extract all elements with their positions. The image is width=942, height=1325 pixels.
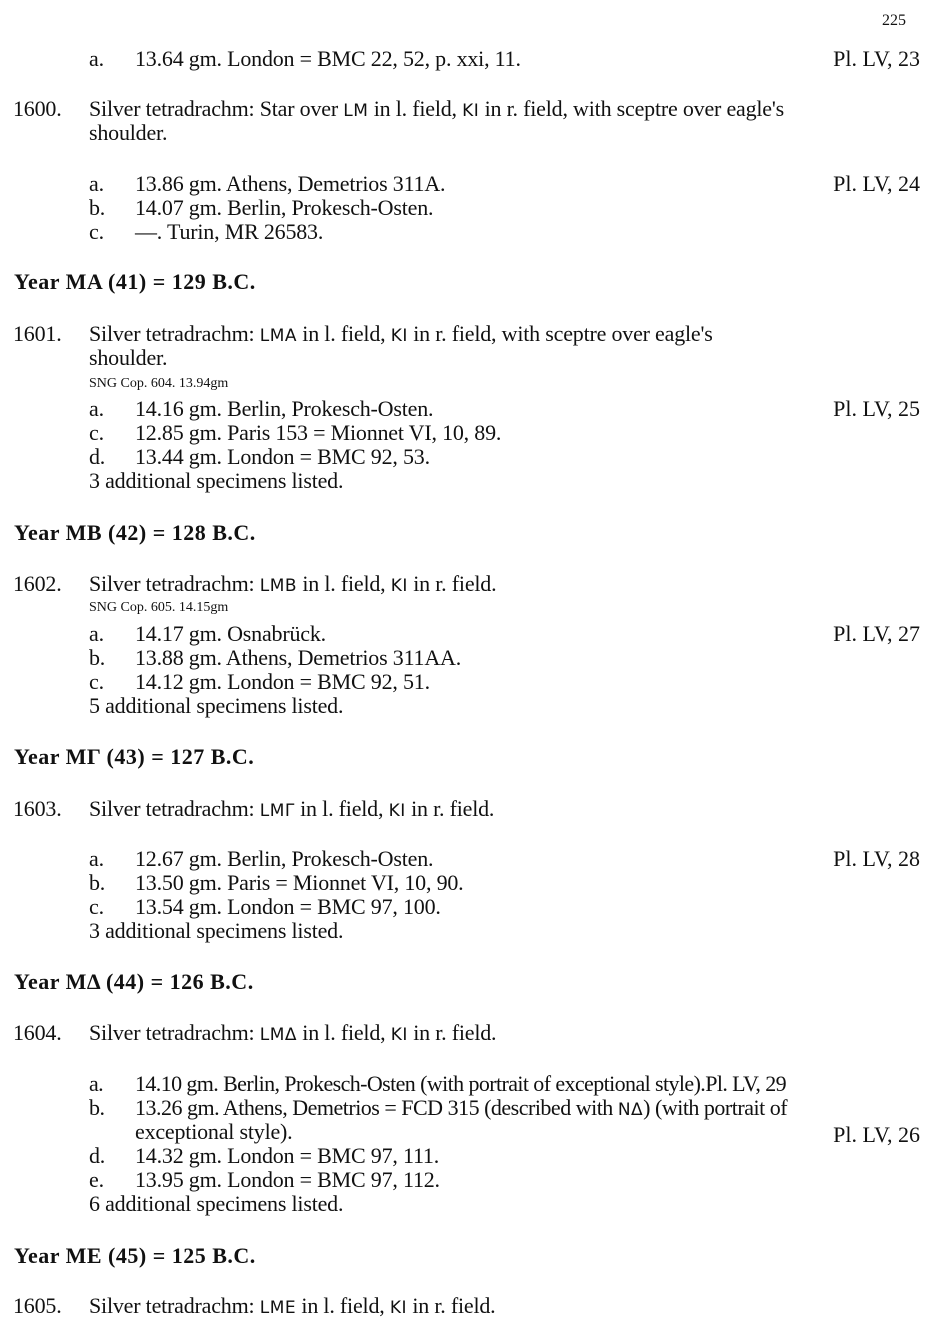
description-text: Silver tetradrachm: Star over LM in l. field, KI in r. field, with sceptre over eagle's [89, 96, 784, 121]
year-heading: Year ME (45) = 125 B.C. [14, 1243, 256, 1268]
year-heading: Year MB (42) = 128 B.C. [14, 520, 256, 545]
description-text: Silver tetradrachm: LME in l. field, KI in r. field. [89, 1293, 496, 1318]
specimen-text: 12.67 gm. Berlin, Prokesch-Osten. [135, 846, 434, 871]
specimen-label: b. [89, 195, 106, 220]
inscription-mark: LMΓ [259, 801, 295, 821]
specimen-label: c. [89, 420, 104, 445]
specimen-label: c. [89, 669, 104, 694]
description-text: Silver tetradrachm: LMB in l. field, KI in r. field. [89, 571, 497, 596]
entry-number: 1601. [13, 321, 62, 346]
additional-specimens: 6 additional specimens listed. [89, 1191, 344, 1216]
entry-number: 1603. [13, 796, 62, 821]
specimen-text: 14.16 gm. Berlin, Prokesch-Osten. [135, 396, 434, 421]
specimen-text: 14.32 gm. London = BMC 97, 111. [135, 1143, 440, 1168]
specimen-label: b. [89, 645, 106, 670]
additional-specimens: 3 additional specimens listed. [89, 918, 344, 943]
inscription-mark: KI [390, 326, 408, 346]
description-text: Silver tetradrachm: LMΔ in l. field, KI in r. field. [89, 1020, 497, 1045]
description-continuation: shoulder. [89, 120, 168, 145]
entry-number: 1602. [13, 571, 62, 596]
specimen-label: b. [89, 870, 106, 895]
specimen-label: a. [89, 46, 104, 71]
year-heading: Year MA (41) = 129 B.C. [14, 269, 256, 294]
specimen-label: a. [89, 396, 104, 421]
inscription-mark: LMΔ [259, 1025, 297, 1045]
description-text: Silver tetradrachm: LMΓ in l. field, KI in r. field. [89, 796, 495, 821]
inscription-mark: KI [389, 1298, 408, 1318]
specimen-text: 14.07 gm. Berlin, Prokesch-Osten. [135, 195, 434, 220]
specimen-label: a. [89, 846, 104, 871]
inscription-mark: LME [259, 1298, 297, 1318]
entry-number: 1604. [13, 1020, 62, 1045]
plate-reference: Pl. LV, 27 [833, 621, 920, 646]
year-greek: MΔ [65, 969, 100, 994]
plate-reference: Pl. LV, 26 [833, 1122, 920, 1147]
specimen-text: 13.26 gm. Athens, Demetrios = FCD 315 (described with NΔ) (with portrait of [135, 1095, 788, 1120]
plate-reference: Pl. LV, 24 [833, 171, 920, 196]
specimen-label: a. [89, 1071, 104, 1096]
plate-reference: Pl. LV, 25 [833, 396, 920, 421]
sng-reference: SNG Cop. 605. 14.15gm [89, 600, 229, 615]
inscription-mark: LMA [259, 326, 297, 346]
inscription-mark: KI [388, 801, 406, 821]
plate-reference: Pl. LV, 23 [833, 46, 920, 71]
sng-reference: SNG Cop. 604. 13.94gm [89, 376, 229, 391]
entry-number: 1605. [13, 1293, 62, 1318]
year-greek: MΓ [65, 744, 101, 769]
specimen-text: 14.10 gm. Berlin, Prokesch-Osten (with portrait of exceptional style).Pl. LV, 29 [135, 1071, 787, 1096]
inscription-mark: NΔ [617, 1100, 644, 1120]
specimen-label: d. [89, 444, 106, 469]
year-greek: MB [65, 520, 103, 545]
year-greek: ME [65, 1243, 103, 1268]
specimen-label: c. [89, 219, 104, 244]
specimen-text: 14.17 gm. Osnabrück. [135, 621, 326, 646]
specimen-text: 12.85 gm. Paris 153 = Mionnet VI, 10, 89. [135, 420, 502, 445]
year-heading: Year MΔ (44) = 126 B.C. [14, 969, 254, 994]
additional-specimens: 5 additional specimens listed. [89, 693, 344, 718]
specimen-text: 13.50 gm. Paris = Mionnet VI, 10, 90. [135, 870, 464, 895]
specimen-text: 13.88 gm. Athens, Demetrios 311AA. [135, 645, 462, 670]
inscription-mark: KI [462, 101, 480, 121]
specimen-label: a. [89, 171, 104, 196]
inscription-mark: KI [390, 576, 408, 596]
additional-specimens: 3 additional specimens listed. [89, 468, 344, 493]
inscription-mark: KI [390, 1025, 408, 1045]
inscription-mark: LMB [259, 576, 298, 596]
description-text: Silver tetradrachm: LMA in l. field, KI in r. field, with sceptre over eagle's [89, 321, 713, 346]
specimen-text: 13.64 gm. London = BMC 22, 52, p. xxi, 11. [135, 46, 521, 71]
year-heading: Year MΓ (43) = 127 B.C. [14, 744, 255, 769]
specimen-label: d. [89, 1143, 106, 1168]
specimen-label: a. [89, 621, 104, 646]
specimen-continuation: exceptional style). [135, 1119, 293, 1144]
specimen-label: c. [89, 894, 104, 919]
description-continuation: shoulder. [89, 345, 168, 370]
specimen-label: e. [89, 1167, 104, 1192]
specimen-text: —. Turin, MR 26583. [135, 219, 324, 244]
specimen-text: 13.86 gm. Athens, Demetrios 311A. [135, 171, 446, 196]
inscription-mark: LM [343, 101, 369, 121]
specimen-text: 13.95 gm. London = BMC 97, 112. [135, 1167, 440, 1192]
entry-number: 1600. [13, 96, 62, 121]
page-number: 225 [882, 12, 906, 29]
specimen-text: 14.12 gm. London = BMC 92, 51. [135, 669, 430, 694]
specimen-text: 13.44 gm. London = BMC 92, 53. [135, 444, 430, 469]
plate-reference: Pl. LV, 28 [833, 846, 920, 871]
specimen-label: b. [89, 1095, 105, 1120]
year-greek: MA [65, 269, 103, 294]
specimen-text: 13.54 gm. London = BMC 97, 100. [135, 894, 441, 919]
